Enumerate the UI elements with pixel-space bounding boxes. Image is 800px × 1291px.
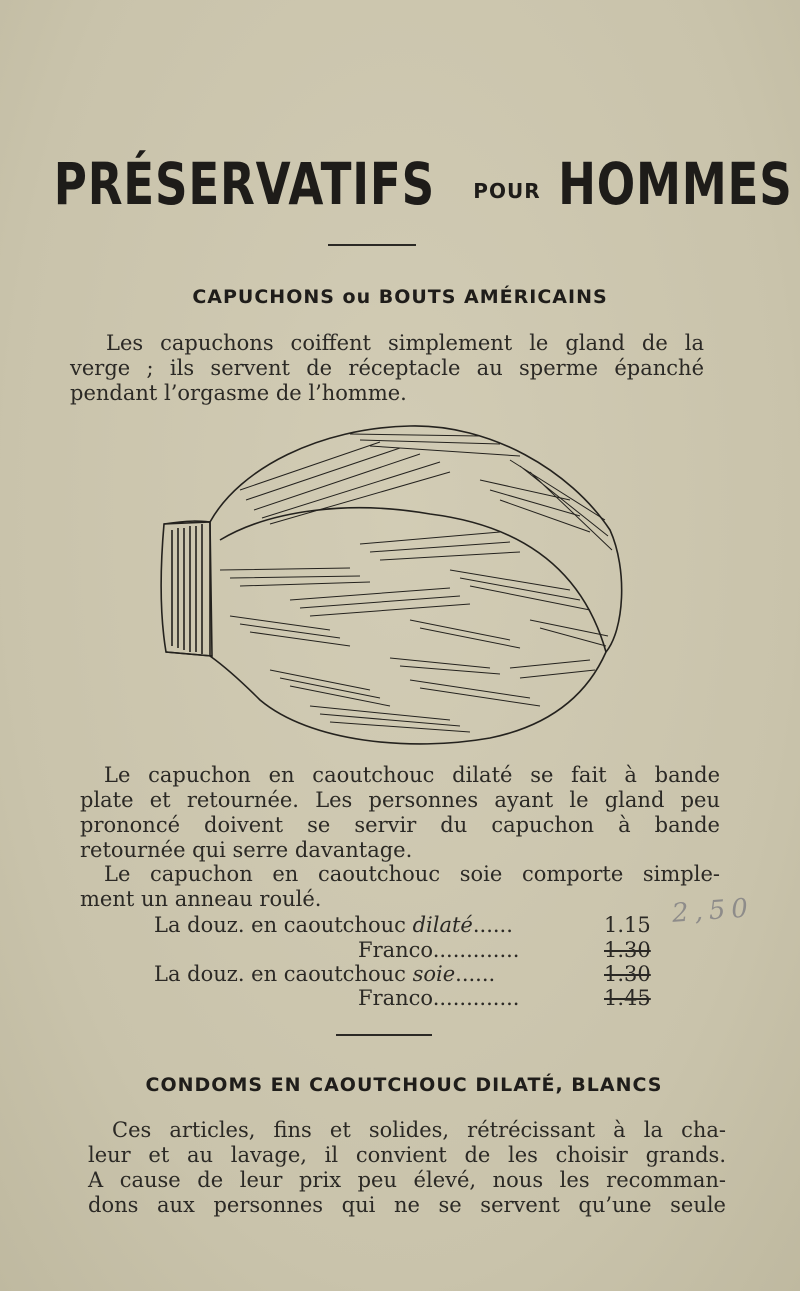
price-label: Franco	[358, 986, 433, 1010]
price-label: La douz. en caoutchouc	[154, 913, 413, 937]
price-value: 1.30	[604, 938, 651, 962]
dilate-paragraph	[80, 763, 720, 863]
price-row	[154, 962, 495, 986]
price-row	[154, 913, 513, 937]
price-row	[358, 938, 519, 962]
title-word-1: PRÉSERVATIFS	[53, 150, 435, 218]
price-label: Franco	[358, 938, 433, 962]
condoms-line: Ces articles, fins et solides, rétrécissant à la cha-	[112, 1118, 726, 1142]
price-value: 1.45	[604, 986, 651, 1010]
page-title	[0, 150, 800, 218]
condoms-line: leur et au lavage, il convient de les choisir grands.	[88, 1143, 726, 1167]
soie-paragraph	[80, 862, 720, 912]
price-value: 1.15	[604, 913, 651, 937]
title-word-3: HOMMES	[558, 150, 793, 218]
price-label-em: soie	[412, 962, 456, 986]
price-row	[358, 986, 519, 1010]
intro-line: pendant l’orgasme de l’homme.	[70, 381, 407, 405]
title-word-2: POUR	[473, 179, 541, 203]
intro-line: verge ; ils servent de réceptacle au sperme épanché	[70, 356, 704, 380]
dilate-line: plate et retournée. Les personnes ayant le gland peu	[80, 788, 720, 812]
dilate-line: prononcé doivent se servir du capuchon à bande	[80, 813, 720, 837]
price-label: La douz. en caoutchouc	[154, 962, 413, 986]
price-value: 1.30	[604, 962, 651, 986]
price-dots: .............	[432, 938, 520, 962]
capuchon-illustration	[150, 420, 630, 750]
dilate-line: Le capuchon en caoutchouc dilaté se fait à bande	[104, 763, 720, 787]
soie-line: ment un anneau roulé.	[80, 887, 322, 911]
condoms-paragraph	[88, 1118, 726, 1218]
condoms-line: dons aux personnes qui ne se servent qu’une seule	[88, 1193, 726, 1217]
intro-line: Les capuchons coiffent simplement le gland de la	[106, 331, 704, 355]
section-heading-condoms: CONDOMS EN CAOUTCHOUC DILATÉ, BLANCS	[145, 1074, 663, 1096]
price-dots: ......	[472, 913, 513, 937]
price-label-em: dilaté	[412, 913, 473, 937]
intro-paragraph	[70, 331, 704, 406]
dilate-line: retournée qui serre davantage.	[80, 838, 413, 862]
price-dots: ......	[455, 962, 496, 986]
price-dots: .............	[432, 986, 520, 1010]
section-divider	[336, 1034, 432, 1036]
soie-line: Le capuchon en caoutchouc soie comporte simple-	[104, 862, 720, 886]
condoms-line: A cause de leur prix peu élevé, nous les recomman-	[88, 1168, 726, 1192]
title-divider	[328, 244, 416, 246]
handwritten-note: 2,50	[671, 893, 755, 929]
section-heading-capuchons: CAPUCHONS ou BOUTS AMÉRICAINS	[192, 286, 608, 308]
